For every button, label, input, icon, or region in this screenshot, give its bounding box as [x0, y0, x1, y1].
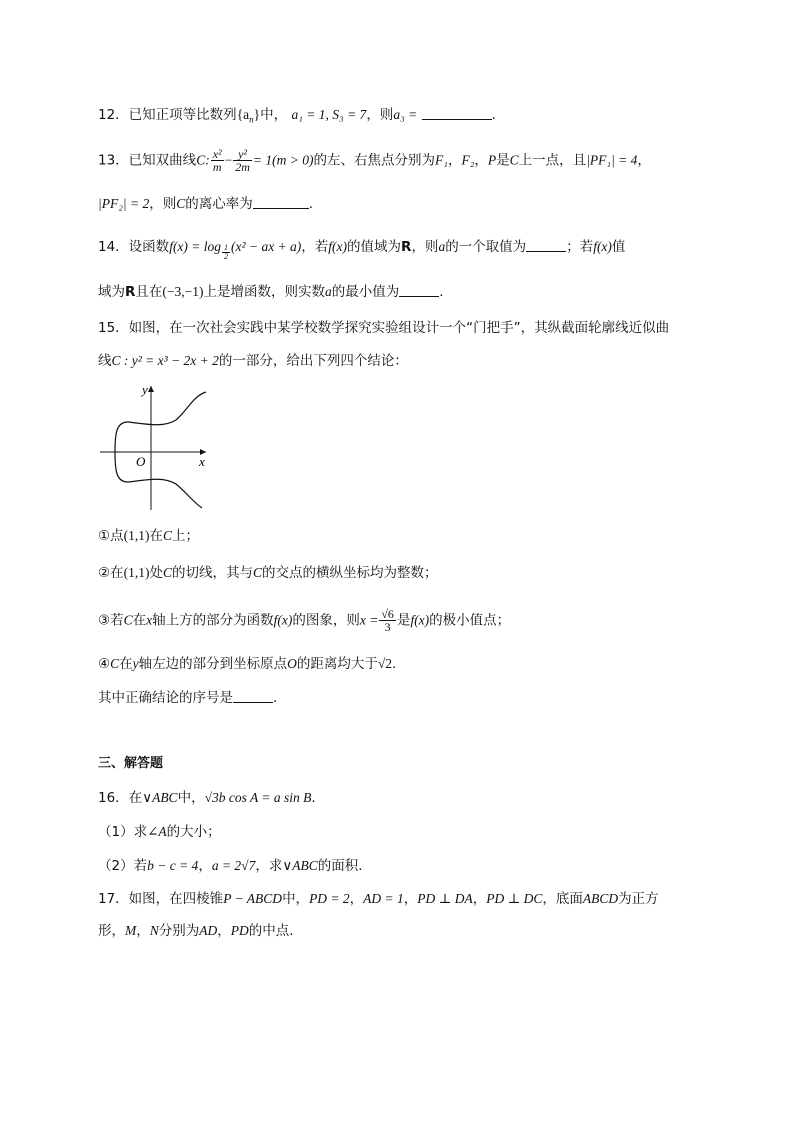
- q14-answer-blank-2: [399, 284, 439, 297]
- q15-ask-end: .: [273, 690, 278, 706]
- q16-p2-triangle: ∨ABC: [282, 858, 318, 873]
- c2-C2: C: [253, 565, 263, 580]
- c3-fx2: f(x): [410, 612, 430, 628]
- q17-pyramid: P − ABCD: [223, 891, 283, 906]
- question-17-line2: [98, 921, 294, 941]
- conclusion-3: [98, 608, 510, 633]
- c3-frac-num: √6: [381, 607, 394, 621]
- c4-y: y: [132, 656, 139, 671]
- c2-a: ②在: [98, 565, 124, 581]
- q13-point-p: P: [487, 152, 497, 168]
- q13-pf1: |PF₁| = 4: [586, 152, 638, 168]
- q12-end: .: [491, 107, 496, 123]
- c3-x: x: [146, 612, 153, 628]
- q13-end1: ，: [637, 152, 651, 169]
- q13-curve-c: C: [509, 152, 519, 168]
- c3-xeq: x =: [359, 612, 379, 628]
- q13-line2-c: C: [176, 196, 186, 211]
- q17-c2: AD = 1: [363, 891, 404, 906]
- c2-b: 处: [149, 565, 163, 581]
- c4-value: √2: [377, 656, 393, 671]
- c2-d: 的交点的横纵坐标均为整数；: [262, 565, 438, 581]
- q13-text4: 上一点，且: [518, 152, 587, 169]
- c1-c: 上；: [172, 528, 199, 544]
- conclusion-2: [98, 563, 438, 583]
- q13-frac-x-num: x²: [212, 147, 222, 161]
- q17-c1: PD = 2: [309, 891, 350, 906]
- q16-p2-b: ，求: [255, 858, 283, 874]
- q17-s2: ，: [403, 891, 418, 907]
- q16-line1-a: 16．在: [98, 790, 143, 806]
- q12-target: a₃ =: [393, 107, 418, 122]
- c4-end: .: [392, 656, 397, 672]
- q14-line2-c: 上是增函数，则实数: [203, 284, 325, 300]
- q17-line2-b: 分别为: [158, 923, 200, 939]
- q12-seq-end: }: [253, 107, 261, 122]
- q16-angle: ∠A: [147, 824, 167, 839]
- q13-pf2: |PF₂| = 2: [98, 196, 150, 211]
- q13-focus2: F₂: [461, 152, 475, 168]
- c4-O: O: [287, 656, 297, 671]
- c2-C: C: [162, 565, 172, 580]
- q17-N: N: [149, 923, 159, 938]
- question-16: [98, 788, 316, 808]
- question-14: [98, 237, 625, 261]
- q14-line2-b: 且在: [135, 284, 163, 300]
- section-heading: 三、解答题: [98, 756, 164, 771]
- q14-interval: (−3,−1): [162, 284, 204, 299]
- c3-c: 轴上方的部分为函数: [152, 612, 274, 629]
- q14-text5: ；若: [566, 239, 594, 255]
- q16-line1-end: .: [311, 790, 316, 806]
- question-14-line2: [98, 282, 444, 302]
- c3-d: 的图象，则: [292, 612, 360, 629]
- q13-line2-text: ，则: [149, 196, 177, 212]
- q17-c3: PD ⊥ DA: [417, 891, 473, 906]
- q14-fx2: f(x): [593, 239, 612, 254]
- q17-base: ABCD: [582, 891, 619, 906]
- q13-frac-y-den: 2m: [235, 160, 250, 174]
- q12-label: 12．已知正项等比数列: [98, 107, 237, 123]
- question-12: [98, 105, 496, 130]
- c3-e: 是: [396, 612, 411, 629]
- q13-text2: ，: [474, 152, 488, 169]
- q12-seq: {a: [236, 107, 250, 122]
- q13-label: 13．已知双曲线: [98, 152, 197, 169]
- q17-line2-c: ，: [217, 923, 231, 939]
- question-16-part1: [98, 822, 221, 842]
- q14-text3: ，则: [411, 239, 439, 255]
- c1-C: C: [162, 528, 172, 543]
- q17-s3: ，: [472, 891, 487, 907]
- q13-answer-blank: [253, 196, 309, 209]
- q12-answer-blank: [422, 107, 492, 120]
- question-17: [98, 889, 659, 909]
- c4-a: ④: [98, 656, 111, 672]
- q17-line1-b: 中，: [282, 891, 310, 907]
- q12-then: ，则: [366, 107, 394, 123]
- q12-mid: 中，: [260, 107, 288, 123]
- q17-line1-d: 为正方: [618, 891, 659, 907]
- question-15: 15．如图，在一次社会实践中某学校数学探究实验组设计一个“门把手”，其纵截面轮廓线近似曲: [98, 320, 670, 336]
- question-15-line2: [98, 351, 408, 371]
- c3-fx: f(x): [273, 612, 293, 628]
- c3-f: 的极小值点；: [429, 612, 511, 629]
- q13-text1: 的左、右焦点分别为: [313, 152, 436, 169]
- c4-c: 轴左边的部分到坐标原点: [138, 656, 288, 672]
- q13-curve: C:: [196, 152, 210, 168]
- q16-p2-a: （2）若: [98, 858, 148, 874]
- q13-frac-x: [211, 148, 224, 173]
- c4-d: 的距离均大于: [296, 656, 378, 672]
- q16-line1-b: 中，: [177, 790, 205, 806]
- question-15-ask: [98, 688, 277, 708]
- q14-text6: 值: [611, 239, 626, 255]
- curve-figure: [98, 382, 218, 512]
- question-13-line2: [98, 194, 313, 214]
- c1-a: ①点: [98, 528, 124, 544]
- c2-c: 的切线，其与: [172, 565, 253, 581]
- q17-line1-a: 17．如图，在四棱锥: [98, 891, 224, 907]
- q17-line2-s: ，: [136, 923, 150, 939]
- curve-c: [115, 392, 206, 508]
- origin-label: O: [136, 454, 146, 469]
- q12-condition: a₁ = 1, S₃ = 7: [291, 107, 367, 122]
- q17-c4: PD ⊥ DC: [486, 891, 543, 906]
- q12-seq-sub: n: [249, 114, 254, 125]
- q14-argument: (x² − ax + a): [231, 239, 302, 254]
- c2-point: (1,1): [123, 565, 150, 580]
- c4-C: C: [110, 656, 120, 671]
- q17-PD: PD: [230, 923, 249, 938]
- q14-line2-d: 的最小值为: [331, 284, 400, 300]
- q14-a: a: [438, 239, 446, 254]
- c1-b: 在: [149, 528, 163, 544]
- q14-text1: ，若: [301, 239, 329, 255]
- q15-line2-a: 线: [98, 353, 112, 369]
- q17-line2-d: 的中点.: [248, 923, 294, 939]
- q16-p2-c: 的面积.: [317, 858, 363, 874]
- q14-line2-end: .: [439, 284, 444, 300]
- q14-R: R: [401, 239, 412, 255]
- conclusion-1: [98, 526, 199, 546]
- q17-line1-c: ，底面: [542, 891, 583, 907]
- c3-frac-den: 3: [384, 620, 391, 634]
- q16-triangle: ∨ABC: [142, 790, 178, 805]
- q14-line2-var: a: [325, 284, 332, 299]
- question-13: [98, 148, 651, 173]
- q17-s1: ，: [349, 891, 364, 907]
- q13-line2-text2: 的离心率为: [185, 196, 253, 212]
- c3-a: ③若: [98, 612, 124, 629]
- c3-b: 在: [132, 612, 147, 629]
- c4-b: 在: [119, 656, 133, 672]
- q16-p2-cond2: a = 2√7: [211, 858, 256, 873]
- q16-p2-cond1: b − c = 4: [147, 858, 199, 873]
- q14-text2: 的值域为: [347, 239, 402, 255]
- q14-base-den: 2: [224, 252, 229, 261]
- q16-p1-b: 的大小；: [166, 824, 221, 840]
- q14-fx: f(x): [328, 239, 348, 254]
- q17-AD: AD: [199, 923, 218, 938]
- q13-equation: = 1(m > 0): [252, 152, 314, 168]
- y-axis-arrow: [148, 386, 154, 392]
- q15-answer-blank: [233, 690, 273, 703]
- q14-log-base: [222, 244, 230, 261]
- q17-line2-a: 形，: [98, 923, 125, 939]
- q14-label: 14．设函数: [98, 239, 170, 255]
- q13-focus1: F₁: [435, 152, 448, 168]
- q15-equation: C : y² = x³ − 2x + 2: [111, 353, 219, 368]
- q13-minus: −: [224, 152, 233, 168]
- q15-ask: 其中正确结论的序号是: [98, 690, 233, 706]
- q16-condition: √3b cos A = a sin B: [204, 790, 312, 805]
- q13-line2-end: .: [308, 196, 314, 212]
- q14-answer-blank-1: [526, 239, 566, 252]
- y-axis-label: y: [142, 382, 148, 397]
- x-axis-label: x: [199, 454, 205, 469]
- q14-text4: 的一个取值为: [445, 239, 527, 255]
- q13-sep: ，: [447, 152, 462, 169]
- c3-C: C: [123, 612, 133, 628]
- q13-text3: 是: [496, 152, 510, 169]
- q14-line2-R: R: [125, 284, 136, 300]
- conclusion-4: [98, 654, 396, 674]
- q13-frac-y-num: y²: [233, 148, 252, 161]
- q16-p2-sep: ，: [198, 858, 212, 874]
- q14-base-num: 1: [224, 243, 229, 252]
- q14-line2-a: 域为: [98, 284, 125, 300]
- c1-point: (1,1): [123, 528, 150, 543]
- q15-line2-b: 的一部分，给出下列四个结论：: [218, 353, 408, 369]
- c3-frac: [379, 608, 396, 633]
- question-16-part2: [98, 856, 363, 876]
- q13-frac-y: [233, 148, 252, 173]
- q14-function: f(x) = log: [169, 239, 222, 254]
- q16-p1-a: （1）求: [98, 824, 148, 840]
- q17-M: M: [125, 923, 137, 938]
- q13-frac-x-den: m: [212, 160, 222, 174]
